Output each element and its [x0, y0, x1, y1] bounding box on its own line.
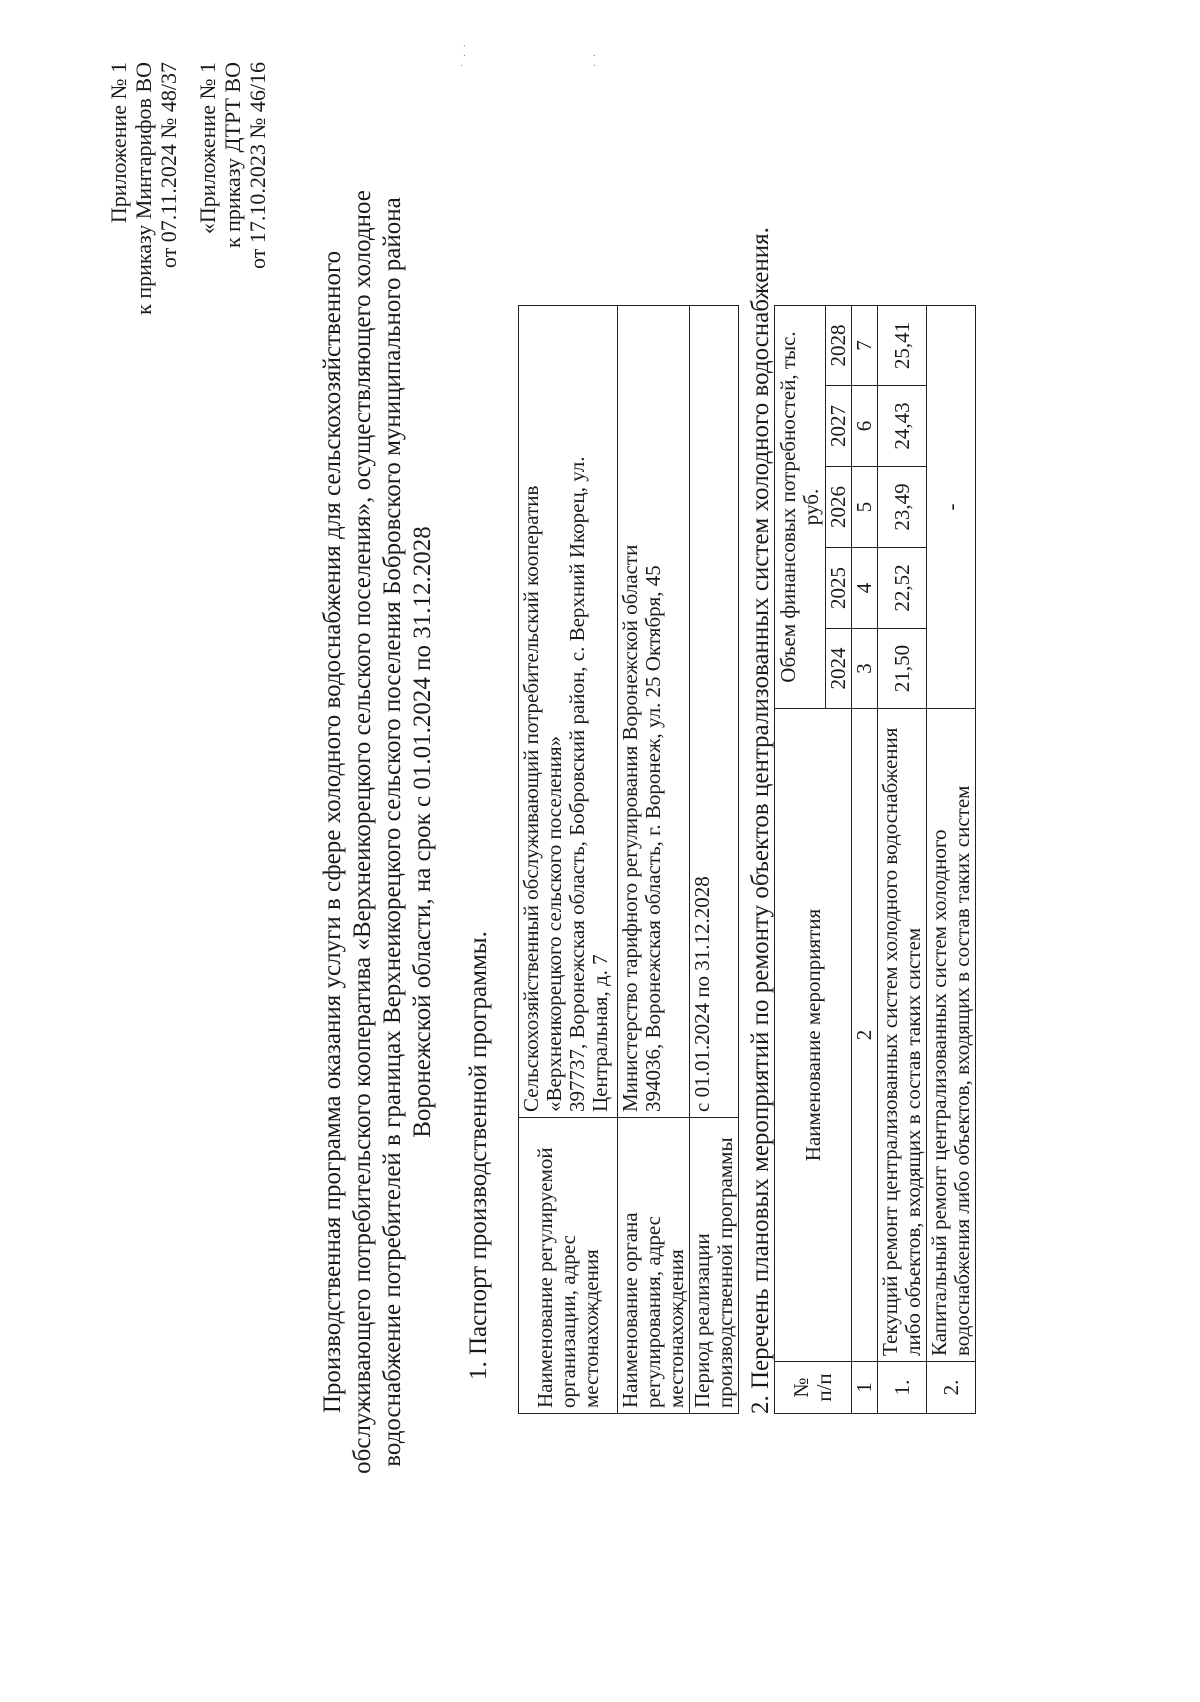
- passport-value-line: «Верхнеикорецкого сельского поселения»: [542, 735, 566, 1112]
- appendix-new-block: [106, 62, 181, 452]
- appendix-old-line1: «Приложение № 1: [195, 62, 220, 235]
- scan-noise: ˙ · ·: [460, 42, 471, 67]
- header-year: 2026: [826, 467, 852, 548]
- appendix-new-line3: от 07.11.2024 № 48/37: [156, 62, 181, 269]
- passport-value-line: Центральная, д. 7: [588, 954, 612, 1112]
- title-line3: водоснабжение потребителей в границах Верхнеикорецкого сельского поселения Бобровского муниципального района: [379, 197, 406, 1467]
- passport-value: [690, 306, 739, 1118]
- header-finance: Объем финансовых потребностей, тыс. руб.: [775, 305, 826, 708]
- appendix-old-line3: от 17.10.2023 № 46/16: [245, 62, 270, 269]
- row-value: 21,50: [878, 629, 927, 709]
- index-cell: 2: [852, 709, 878, 1362]
- passport-label: Наименование органа регулирования, адрес местонахождения: [618, 1118, 690, 1414]
- passport-value-line: с 01.01.2024 по 31.12.2028: [690, 876, 714, 1112]
- index-cell: 1: [852, 1362, 878, 1414]
- appendix-old-line2: к приказу ДТРТ ВО: [220, 62, 245, 249]
- passport-value-line: Сельскохозяйственный обслуживающий потребительский кооператив: [519, 485, 543, 1112]
- row-value: 25,41: [878, 305, 927, 385]
- passport-value: [618, 306, 690, 1118]
- repairs-index-row: [852, 305, 878, 1413]
- index-cell: 4: [852, 548, 878, 629]
- passport-table: [518, 305, 739, 1414]
- passport-row: [618, 306, 690, 1414]
- passport-value: [519, 306, 618, 1118]
- title-line2: обслуживающего потребительского кооператива «Верхнеикорецкого сельского поселения», осуществляющего холодное: [349, 190, 376, 1474]
- index-cell: 3: [852, 629, 878, 709]
- row-num: 2.: [927, 1362, 976, 1414]
- index-cell: 7: [852, 305, 878, 385]
- passport-row: [690, 306, 739, 1414]
- title-line1: Производственная программа оказания услуги в сфере холодного водоснабжения для сельскохозяйственного: [319, 250, 346, 1414]
- repairs-table: [774, 305, 976, 1414]
- section2-heading: 2. Перечень плановых мероприятий по ремонту объектов централизованных систем холодного водоснабжения.: [747, 227, 774, 1414]
- passport-value-line: 397737, Воронежская область, Бобровский район, с. Верхний Икорец, ул.: [565, 456, 589, 1112]
- row-name: Текущий ремонт централизованных систем холодного водоснабжения либо объектов, входящих в состав таких систем: [878, 709, 927, 1362]
- table-row: [927, 305, 976, 1413]
- appendix-new-line2: к приказу Минтарифов ВО: [131, 62, 156, 315]
- passport-row: [519, 306, 618, 1414]
- row-value: -: [927, 305, 976, 708]
- table-row: [878, 305, 927, 1413]
- appendix-new-line1: Приложение № 1: [106, 62, 131, 224]
- header-year: 2028: [826, 305, 852, 385]
- passport-label: Наименование регулируемой организации, адрес местонахождения: [519, 1118, 618, 1414]
- header-name: Наименование мероприятия: [775, 709, 852, 1362]
- scan-noise: · ·: [590, 51, 601, 67]
- passport-value-line: 394036, Воронежская область, г. Воронеж, ул. 25 Октября, 45: [641, 565, 665, 1112]
- row-value: 22,52: [878, 548, 927, 629]
- header-year: 2027: [826, 386, 852, 467]
- index-cell: 5: [852, 467, 878, 548]
- section1-heading: 1. Паспорт производственной программы.: [465, 931, 492, 1380]
- header-year: 2025: [826, 548, 852, 629]
- passport-value-line: Министерство тарифного регулирования Воронежской области: [618, 544, 642, 1112]
- index-cell: 6: [852, 386, 878, 467]
- row-value: 24,43: [878, 386, 927, 467]
- appendix-old-block: [195, 62, 270, 452]
- row-value: 23,49: [878, 467, 927, 548]
- header-year: 2024: [826, 629, 852, 709]
- repairs-header-row: [775, 305, 826, 1413]
- document-title: [318, 102, 438, 1562]
- row-name: Капитальный ремонт централизованных систем холодного водоснабжения либо объектов, входящих в состав таких систем: [927, 709, 976, 1362]
- passport-label: Период реализации производственной программы: [690, 1118, 739, 1414]
- title-line4: Воронежской области, на срок с 01.01.2024 по 31.12.2028: [409, 526, 436, 1138]
- row-num: 1.: [878, 1362, 927, 1414]
- header-num: № п/п: [775, 1362, 852, 1414]
